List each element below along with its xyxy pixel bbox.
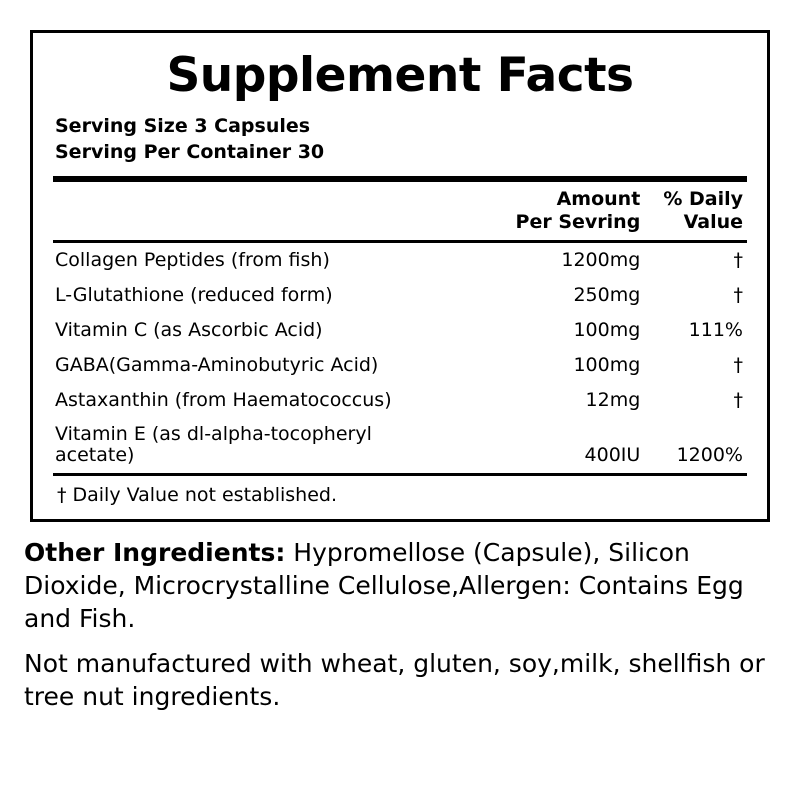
nutrient-amount: 400IU xyxy=(584,444,641,467)
column-header-daily-value xyxy=(644,182,749,240)
column-header-dv-line2: Value xyxy=(683,210,743,233)
nutrient-name: L-Glutathione (reduced form) xyxy=(55,283,333,306)
table-row xyxy=(51,313,749,348)
nutrient-name: Vitamin E (as dl-alpha-tocopheryl acetate) xyxy=(55,423,372,467)
nutrient-amount: 250mg xyxy=(573,283,641,306)
servings-per-container-text: Serving Per Container 30 xyxy=(55,140,325,163)
nutrient-daily-value: 1200% xyxy=(676,444,743,467)
nutrient-amount: 1200mg xyxy=(561,248,641,271)
nutrient-amount: 12mg xyxy=(585,388,641,411)
nutrient-daily-value: † xyxy=(733,388,743,411)
nutrient-daily-value: † xyxy=(733,283,743,306)
column-header-amount-line1: Amount xyxy=(556,187,641,210)
nutrient-daily-value: † xyxy=(733,248,743,271)
table-row xyxy=(51,383,749,418)
nutrition-rows xyxy=(51,243,749,473)
table-row xyxy=(51,278,749,313)
other-ingredients-text: Hypromellose (Capsule), Silicon Dioxide, Microcrystalline Cellulose,Allergen: Contains Egg and Fish. xyxy=(24,538,744,633)
page-title: Supplement Facts xyxy=(166,48,634,103)
nutrient-daily-value: † xyxy=(733,353,743,376)
nutrient-name: Vitamin C (as Ascorbic Acid) xyxy=(55,318,323,341)
footnote xyxy=(51,476,749,509)
table-row xyxy=(51,417,749,473)
table-row xyxy=(51,348,749,383)
column-header-dv-line1: % Daily xyxy=(663,187,743,210)
supplement-facts-panel xyxy=(30,30,770,522)
nutrient-amount: 100mg xyxy=(573,318,641,341)
nutrition-table xyxy=(51,182,749,240)
nutrient-name: GABA(Gamma-Aminobutyric Acid) xyxy=(55,353,379,376)
nutrient-name: Collagen Peptides (from fish) xyxy=(55,248,330,271)
footnote-text: Daily Value not established. xyxy=(72,484,338,507)
column-header-amount xyxy=(456,182,644,240)
table-row xyxy=(51,243,749,278)
other-ingredients-paragraph xyxy=(24,536,776,635)
other-ingredients-block xyxy=(24,536,776,713)
dagger-symbol: † xyxy=(57,484,67,507)
nutrient-name: Astaxanthin (from Haematococcus) xyxy=(55,388,392,411)
allergen-warning-text: Not manufactured with wheat, gluten, soy,milk, shellfish or tree nut ingredients. xyxy=(24,649,765,711)
other-ingredients-label: Other Ingredients: xyxy=(24,538,286,567)
column-header-amount-line2: Per Sevring xyxy=(515,210,641,233)
serving-size-text: Serving Size 3 Capsules xyxy=(55,115,311,138)
nutrient-daily-value: 111% xyxy=(688,318,743,341)
table-header-row xyxy=(51,182,749,240)
nutrient-amount: 100mg xyxy=(573,353,641,376)
column-header-nutrient xyxy=(51,182,456,240)
